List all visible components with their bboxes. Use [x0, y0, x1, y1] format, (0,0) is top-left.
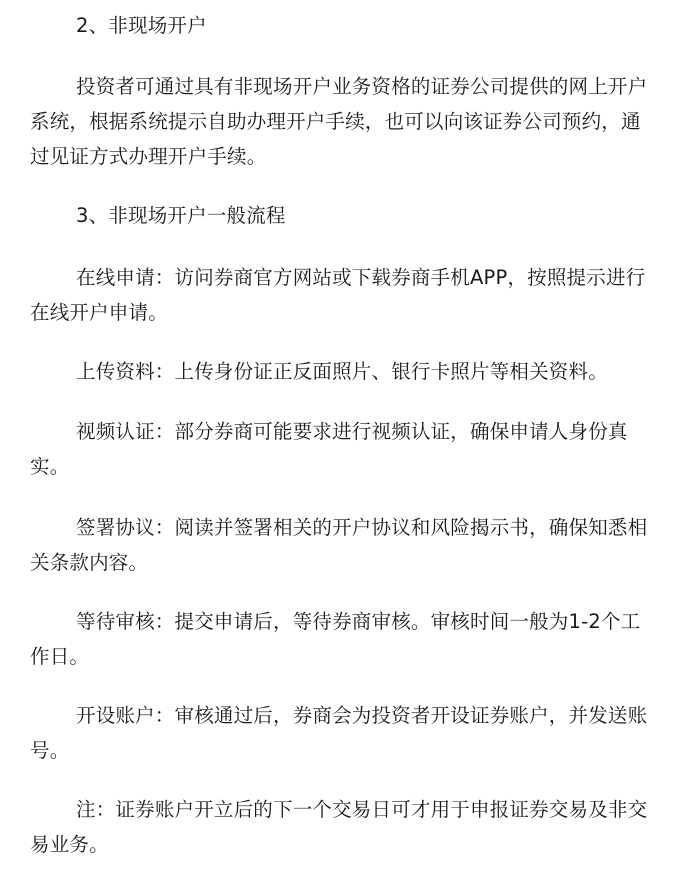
note-paragraph: 注：证券账户开立后的下一个交易日可才用于申报证券交易及非交易业务。 — [30, 798, 648, 856]
step-video-verification: 视频认证：部分券商可能要求进行视频认证，确保申请人身份真实。 — [30, 420, 628, 478]
step-online-application: 在线申请：访问券商官方网站或下载券商手机APP，按照提示进行在线开户申请。 — [30, 266, 646, 324]
step-upload-documents: 上传资料：上传身份证正反面照片、银行卡照片等相关资料。 — [76, 360, 608, 383]
step-sign-agreement: 签署协议：阅读并签署相关的开户协议和风险揭示书，确保知悉相关条款内容。 — [30, 516, 648, 574]
section-heading-offsite-account: 2、非现场开户 — [76, 14, 207, 37]
step-open-account: 开设账户：审核通过后，券商会为投资者开设证券账户，并发送账号。 — [30, 704, 648, 762]
section-heading-process: 3、非现场开户一般流程 — [76, 204, 286, 227]
step-wait-review: 等待审核：提交申请后，等待券商审核。审核时间一般为1-2个工作日。 — [30, 610, 641, 668]
intro-paragraph: 投资者可通过具有非现场开户业务资格的证券公司提供的网上开户系统，根据系统提示自助办理开户手续，也可以向该证券公司预约，通过见证方式办理开户手续。 — [30, 75, 648, 168]
